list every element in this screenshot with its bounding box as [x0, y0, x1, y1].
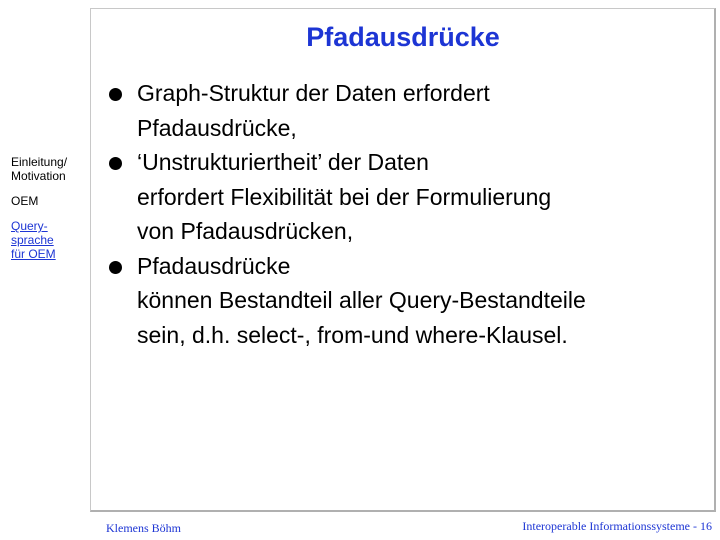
bullet-list — [108, 76, 708, 352]
sidebar-item-oem[interactable] — [11, 194, 89, 208]
bullet-dot-icon — [109, 88, 122, 101]
bullet-item — [108, 76, 708, 145]
bullet-item — [108, 249, 708, 353]
sidebar-item-label: Einleitung/ — [11, 155, 68, 169]
bullet-dot-icon — [109, 261, 122, 274]
sidebar-item-query-sprache[interactable] — [11, 219, 89, 261]
bullet-text: erfordert Flexibilität bei der Formulierung — [137, 183, 552, 210]
bullet-text: Pfadausdrücke — [137, 252, 291, 279]
sidebar-item-label: sprache — [11, 233, 54, 247]
bullet-dot-icon — [109, 157, 122, 170]
bullet-text: können Bestandteil aller Query-Bestandteile — [137, 287, 586, 313]
bullet-text: Pfadausdrücke, — [137, 114, 297, 141]
bullet-text: ‘Unstrukturiertheit’ der Daten — [137, 149, 429, 175]
footer-author: Klemens Böhm — [106, 521, 181, 535]
footer-course-page: Interoperable Informationssysteme - 16 — [522, 519, 712, 533]
sidebar-item-einleitung-motivation[interactable] — [11, 155, 89, 183]
sidebar-item-label: OEM — [11, 194, 39, 208]
bullet-text: sein, d.h. select-, from-und where-Klausel. — [137, 321, 568, 348]
bullet-text: Graph-Struktur der Daten erfordert — [137, 80, 490, 106]
sidebar-nav — [11, 155, 89, 272]
bullet-item — [108, 145, 708, 249]
sidebar-item-label: Query- — [11, 219, 48, 233]
slide-title: Pfadausdrücke — [306, 22, 500, 52]
bullet-text: von Pfadausdrücken, — [137, 218, 354, 244]
sidebar-item-label: für OEM — [11, 247, 56, 261]
sidebar-item-label: Motivation — [11, 169, 66, 183]
